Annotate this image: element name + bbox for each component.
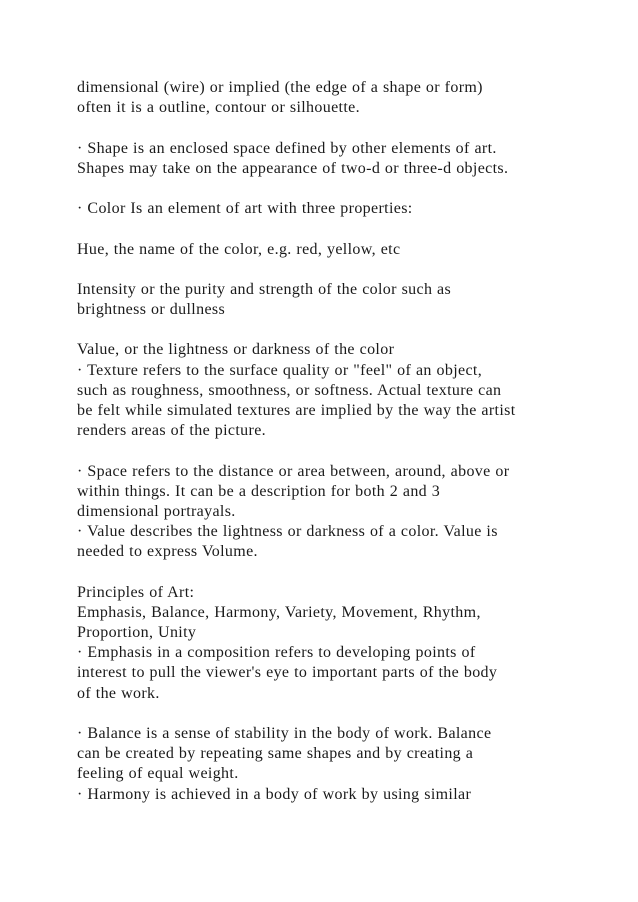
text-line: · Balance is a sense of stability in the body of work. Balance: [77, 725, 492, 742]
blank-line: [77, 219, 617, 239]
text-line: dimensional portrayals.: [77, 502, 236, 520]
blank-line: [77, 563, 617, 583]
text-line: Shapes may take on the appearance of two-d or three-d objects.: [77, 159, 509, 177]
blank-line: [77, 441, 617, 461]
text-line: interest to pull the viewer's eye to important parts of the body: [77, 664, 498, 682]
text-line: · Color Is an element of art with three properties:: [77, 200, 413, 218]
text-line: such as roughness, smoothness, or softness. Actual texture can: [77, 381, 502, 399]
text-line: · Harmony is achieved in a body of work by using similar: [77, 785, 472, 803]
text-line: needed to express Volume.: [77, 543, 258, 561]
text-line: · Shape is an enclosed space defined by other elements of art.: [77, 139, 497, 157]
text-line: can be created by repeating same shapes and by creating a: [77, 745, 474, 763]
text-line: of the work.: [77, 684, 160, 702]
blank-line: [77, 320, 617, 340]
text-line: Hue, the name of the color, e.g. red, yellow, etc: [77, 240, 401, 258]
blank-line: [77, 260, 617, 280]
text-line: feeling of equal weight.: [77, 765, 239, 783]
text-line: often it is a outline, contour or silhouette.: [77, 99, 360, 117]
text-line: Proportion, Unity: [77, 624, 197, 642]
text-line: Intensity or the purity and strength of the color such as: [77, 280, 452, 298]
document-body-text: [77, 78, 617, 805]
text-line: renders areas of the picture.: [77, 422, 266, 440]
text-line: brightness or dullness: [77, 301, 226, 319]
text-line: dimensional (wire) or implied (the edge of a shape or form): [77, 79, 483, 96]
blank-line: [77, 704, 617, 724]
blank-line: [77, 179, 617, 199]
text-line: · Texture refers to the surface quality or "feel" of an object,: [77, 361, 483, 379]
text-line: be felt while simulated textures are implied by the way the artist: [77, 402, 516, 419]
text-line: Principles of Art:: [77, 583, 195, 601]
text-line: · Emphasis in a composition refers to developing points of: [77, 644, 476, 662]
text-line: Value, or the lightness or darkness of the color: [77, 341, 395, 359]
text-line: · Space refers to the distance or area between, around, above or: [77, 462, 510, 480]
text-line: within things. It can be a description for both 2 and 3: [77, 482, 441, 500]
text-line: Emphasis, Balance, Harmony, Variety, Movement, Rhythm,: [77, 603, 481, 621]
text-line: · Value describes the lightness or darkness of a color. Value is: [77, 523, 498, 541]
blank-line: [77, 118, 617, 138]
